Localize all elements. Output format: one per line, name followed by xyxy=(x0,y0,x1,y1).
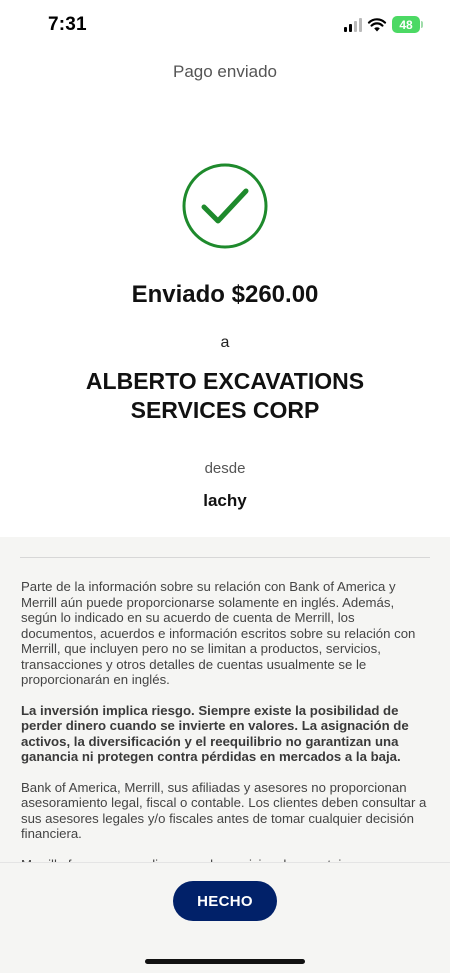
status-time: 7:31 xyxy=(48,14,87,35)
done-button[interactable]: HECHO xyxy=(173,881,277,921)
to-label: a xyxy=(220,334,230,351)
status-bar xyxy=(0,0,450,50)
disclosure-language: Parte de la información sobre su relación con Bank of America y Merrill aún puede proporcionarse solamente en inglés. Además, según lo indicado en su acuerdo de cuenta de Merrill, los documentos, acuerdos e información escritos sobre su relación con Merrill, que incluyen pero no se limitan a productos, servicios, transacciones y otros detalles de cuentas usualmente se le proporcionarán en inglés. xyxy=(21,579,416,687)
recipient-name: ALBERTO EXCAVATIONS SERVICES CORP xyxy=(85,368,365,423)
from-account: lachy xyxy=(203,491,247,510)
battery-charging-icon xyxy=(392,16,420,33)
from-label: desde xyxy=(204,460,246,477)
disclosure-section[interactable] xyxy=(0,537,450,862)
page-title: Pago enviado xyxy=(173,62,277,81)
checkmark-circle-icon xyxy=(182,163,268,249)
battery-level: 48 xyxy=(399,17,413,32)
home-indicator[interactable] xyxy=(145,959,305,964)
disclosure-legal-advice: Bank of America, Merrill, sus afiliadas y asesores no proporcionan asesoramiento legal, fiscal o contable. Los clientes deben consultar a sus asesores legales y/o fiscales antes de tomar cualquier decisión financiera. xyxy=(21,779,427,841)
wifi-icon xyxy=(368,18,386,32)
bottom-bar xyxy=(0,862,450,973)
divider xyxy=(20,557,430,558)
disclosure-text xyxy=(21,579,433,887)
signal-icon xyxy=(344,18,362,32)
status-icons xyxy=(344,16,420,33)
sent-amount: Enviado $260.00 xyxy=(131,281,319,308)
disclosure-investment-risk: La inversión implica riesgo. Siempre existe la posibilidad de perder dinero cuando se invierte en valores. La asignación de activos, la diversificación y el reequilibrio no garantizan una ganancia ni protegen contra pérdidas en mercados a la baja. xyxy=(21,702,409,764)
